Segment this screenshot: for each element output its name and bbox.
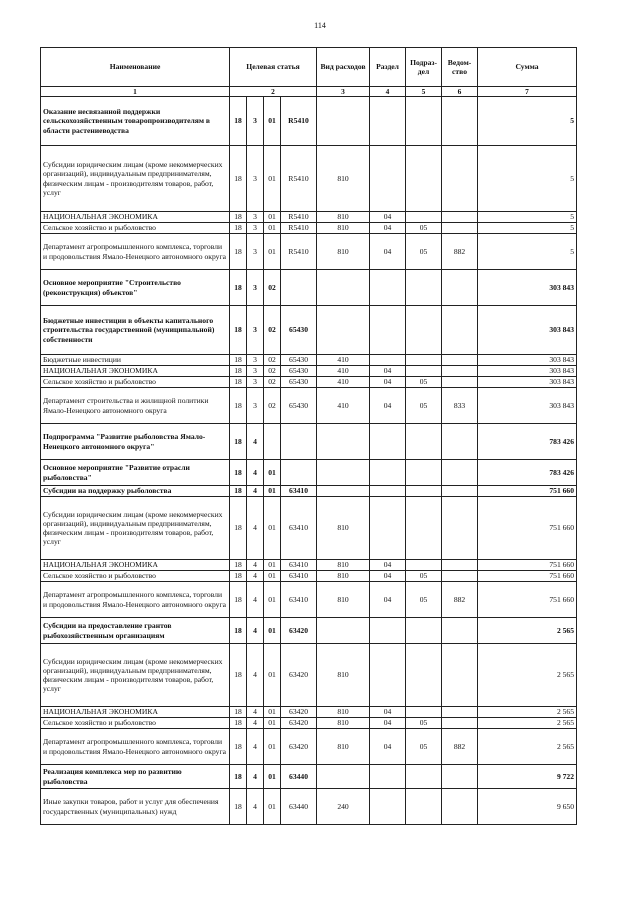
row-name: Иные закупки товаров, работ и услуг для обеспечения государственных (муниципальных) нужд (41, 789, 230, 825)
target-code-direction: 63420 (281, 618, 317, 644)
row-sum: 2 565 (478, 718, 577, 729)
table-row (41, 644, 577, 707)
target-code-direction: R5410 (281, 97, 317, 146)
subsection-code: 05 (406, 377, 442, 388)
subsection-code (406, 146, 442, 212)
subsection-code (406, 618, 442, 644)
target-code-subprogram: 4 (247, 560, 264, 571)
row-sum: 751 660 (478, 582, 577, 618)
target-code-program: 18 (230, 388, 247, 424)
expense-type (317, 424, 370, 460)
subsection-code (406, 306, 442, 355)
row-name: Субсидии юридическим лицам (кроме некоммерческих организаций), индивидуальным предпринимателям, физическим лицам - производителям товаров, работ, услуг (41, 497, 230, 560)
target-code-subprogram: 4 (247, 644, 264, 707)
target-code-program: 18 (230, 707, 247, 718)
department-code (442, 377, 478, 388)
target-code-program: 18 (230, 460, 247, 486)
section-code (370, 765, 406, 789)
target-code-direction: 63410 (281, 560, 317, 571)
table-row (41, 270, 577, 306)
table-row (41, 377, 577, 388)
table-row (41, 223, 577, 234)
target-code-program: 18 (230, 355, 247, 366)
target-code-direction: 63410 (281, 571, 317, 582)
row-sum: 783 426 (478, 460, 577, 486)
department-code (442, 789, 478, 825)
target-code-program: 18 (230, 223, 247, 234)
expense-type: 410 (317, 366, 370, 377)
row-sum: 2 565 (478, 707, 577, 718)
subsection-code: 05 (406, 388, 442, 424)
subsection-code: 05 (406, 718, 442, 729)
target-code-program: 18 (230, 560, 247, 571)
target-code-program: 18 (230, 270, 247, 306)
target-code-program: 18 (230, 582, 247, 618)
table-body (41, 97, 577, 825)
row-name: Основное мероприятие "Строительство (реконструкция) объектов" (41, 270, 230, 306)
target-code-direction: 65430 (281, 355, 317, 366)
table-row (41, 460, 577, 486)
column-number: 4 (370, 87, 406, 97)
target-code-direction: 63440 (281, 765, 317, 789)
subsection-code (406, 560, 442, 571)
section-code: 04 (370, 582, 406, 618)
header-expense: Вид расходов (317, 48, 370, 87)
table-row (41, 97, 577, 146)
target-code-measure: 01 (264, 223, 281, 234)
row-sum: 303 843 (478, 377, 577, 388)
row-name: Субсидии юридическим лицам (кроме некоммерческих организаций), индивидуальным предпринимателям, физическим лицам - производителям товаров, работ, услуг (41, 146, 230, 212)
row-name: Подпрограмма "Развитие рыболовства Ямало-Ненецкого автономного округа" (41, 424, 230, 460)
column-number: 3 (317, 87, 370, 97)
section-code (370, 644, 406, 707)
budget-table (40, 47, 577, 825)
department-code (442, 560, 478, 571)
section-code: 04 (370, 223, 406, 234)
target-code-measure: 02 (264, 306, 281, 355)
column-number: 2 (230, 87, 317, 97)
subsection-code (406, 424, 442, 460)
expense-type: 810 (317, 571, 370, 582)
expense-type (317, 97, 370, 146)
row-name: Субсидии на поддержку рыболовства (41, 486, 230, 497)
subsection-code (406, 355, 442, 366)
subsection-code (406, 97, 442, 146)
row-name: Сельское хозяйство и рыболовство (41, 223, 230, 234)
target-code-subprogram: 4 (247, 486, 264, 497)
target-code-subprogram: 3 (247, 212, 264, 223)
department-code (442, 306, 478, 355)
row-sum: 751 660 (478, 497, 577, 560)
table-row (41, 497, 577, 560)
department-code (442, 146, 478, 212)
target-code-program: 18 (230, 212, 247, 223)
target-code-subprogram: 4 (247, 718, 264, 729)
row-name: Сельское хозяйство и рыболовство (41, 377, 230, 388)
subsection-code (406, 765, 442, 789)
subsection-code: 05 (406, 729, 442, 765)
target-code-subprogram: 4 (247, 424, 264, 460)
target-code-program: 18 (230, 366, 247, 377)
target-code-subprogram: 3 (247, 355, 264, 366)
subsection-code (406, 707, 442, 718)
target-code-measure: 01 (264, 571, 281, 582)
target-code-subprogram: 3 (247, 306, 264, 355)
row-name: Бюджетные инвестиции в объекты капитального строительства государственной (муниципальной) собственности (41, 306, 230, 355)
target-code-subprogram: 3 (247, 270, 264, 306)
target-code-direction: R5410 (281, 223, 317, 234)
target-code-subprogram: 4 (247, 582, 264, 618)
row-sum: 751 660 (478, 571, 577, 582)
section-code (370, 97, 406, 146)
target-code-program: 18 (230, 718, 247, 729)
expense-type (317, 486, 370, 497)
row-name: Департамент агропромышленного комплекса, торговли и продовольствия Ямало-Ненецкого автономного округа (41, 582, 230, 618)
target-code-direction: 63420 (281, 718, 317, 729)
target-code-direction: R5410 (281, 234, 317, 270)
target-code-program: 18 (230, 729, 247, 765)
row-sum: 303 843 (478, 270, 577, 306)
table-row (41, 234, 577, 270)
section-code (370, 270, 406, 306)
section-code (370, 306, 406, 355)
column-number: 6 (442, 87, 478, 97)
department-code (442, 571, 478, 582)
department-code (442, 486, 478, 497)
department-code (442, 97, 478, 146)
subsection-code: 05 (406, 571, 442, 582)
table-row (41, 388, 577, 424)
table-row (41, 306, 577, 355)
expense-type (317, 618, 370, 644)
target-code-program: 18 (230, 306, 247, 355)
target-code-measure: 01 (264, 644, 281, 707)
row-sum: 5 (478, 212, 577, 223)
section-code (370, 460, 406, 486)
target-code-subprogram: 4 (247, 765, 264, 789)
row-name: Основное мероприятие "Развитие отрасли рыболовства" (41, 460, 230, 486)
target-code-measure: 01 (264, 460, 281, 486)
target-code-subprogram: 3 (247, 366, 264, 377)
target-code-direction: 63410 (281, 497, 317, 560)
expense-type: 410 (317, 355, 370, 366)
subsection-code (406, 644, 442, 707)
section-code: 04 (370, 234, 406, 270)
row-name: Бюджетные инвестиции (41, 355, 230, 366)
target-code-measure: 01 (264, 618, 281, 644)
department-code (442, 765, 478, 789)
table-row (41, 355, 577, 366)
expense-type: 810 (317, 146, 370, 212)
table-row (41, 765, 577, 789)
row-sum: 303 843 (478, 355, 577, 366)
row-sum: 9 650 (478, 789, 577, 825)
row-name: Сельское хозяйство и рыболовство (41, 571, 230, 582)
target-code-measure: 01 (264, 234, 281, 270)
page-number: 114 (314, 21, 326, 30)
expense-type (317, 460, 370, 486)
section-code: 04 (370, 560, 406, 571)
expense-type: 810 (317, 234, 370, 270)
table-row (41, 146, 577, 212)
department-code (442, 355, 478, 366)
table-row (41, 718, 577, 729)
row-sum: 303 843 (478, 388, 577, 424)
expense-type: 240 (317, 789, 370, 825)
table-row (41, 486, 577, 497)
subsection-code (406, 789, 442, 825)
subsection-code (406, 497, 442, 560)
row-sum: 9 722 (478, 765, 577, 789)
row-sum: 5 (478, 234, 577, 270)
header-sum: Сумма (478, 48, 577, 87)
target-code-measure: 01 (264, 146, 281, 212)
column-number: 1 (41, 87, 230, 97)
row-sum: 5 (478, 146, 577, 212)
target-code-program: 18 (230, 146, 247, 212)
target-code-direction: 65430 (281, 366, 317, 377)
table-row (41, 582, 577, 618)
section-code (370, 486, 406, 497)
section-code: 04 (370, 718, 406, 729)
header-section: Раздел (370, 48, 406, 87)
department-code: 882 (442, 729, 478, 765)
column-number-row (41, 87, 577, 97)
row-name: НАЦИОНАЛЬНАЯ ЭКОНОМИКА (41, 212, 230, 223)
target-code-program: 18 (230, 486, 247, 497)
expense-type (317, 270, 370, 306)
section-code: 04 (370, 388, 406, 424)
row-name: Департамент строительства и жилищной политики Ямало-Ненецкого автономного округа (41, 388, 230, 424)
row-name: Субсидии на предоставление грантов рыбохозяйственным организациям (41, 618, 230, 644)
target-code-direction (281, 270, 317, 306)
target-code-direction: R5410 (281, 212, 317, 223)
target-code-measure: 01 (264, 582, 281, 618)
target-code-direction: 63420 (281, 729, 317, 765)
target-code-direction: 63420 (281, 707, 317, 718)
target-code-direction: 65430 (281, 306, 317, 355)
section-code (370, 789, 406, 825)
row-name: НАЦИОНАЛЬНАЯ ЭКОНОМИКА (41, 560, 230, 571)
header-subsection: Подраз-дел (406, 48, 442, 87)
target-code-program: 18 (230, 97, 247, 146)
target-code-subprogram: 3 (247, 377, 264, 388)
department-code (442, 644, 478, 707)
target-code-subprogram: 4 (247, 618, 264, 644)
row-name: Департамент агропромышленного комплекса, торговли и продовольствия Ямало-Ненецкого автономного округа (41, 729, 230, 765)
row-sum: 2 565 (478, 644, 577, 707)
target-code-subprogram: 3 (247, 97, 264, 146)
target-code-direction: 65430 (281, 388, 317, 424)
row-name: НАЦИОНАЛЬНАЯ ЭКОНОМИКА (41, 366, 230, 377)
column-number: 5 (406, 87, 442, 97)
section-code: 04 (370, 729, 406, 765)
target-code-subprogram: 4 (247, 729, 264, 765)
column-number: 7 (478, 87, 577, 97)
row-name: Оказание несвязанной поддержки сельскохозяйственным товаропроизводителям в области растениеводства (41, 97, 230, 146)
section-code (370, 618, 406, 644)
target-code-program: 18 (230, 765, 247, 789)
table-row (41, 571, 577, 582)
section-code: 04 (370, 571, 406, 582)
target-code-program: 18 (230, 789, 247, 825)
row-sum: 5 (478, 97, 577, 146)
header-department: Ведом-ство (442, 48, 478, 87)
department-code (442, 718, 478, 729)
target-code-subprogram: 4 (247, 571, 264, 582)
target-code-program: 18 (230, 618, 247, 644)
target-code-program: 18 (230, 424, 247, 460)
expense-type: 810 (317, 718, 370, 729)
target-code-measure: 01 (264, 486, 281, 497)
row-sum: 303 843 (478, 306, 577, 355)
target-code-direction: 63410 (281, 486, 317, 497)
target-code-measure: 01 (264, 212, 281, 223)
target-code-measure: 02 (264, 270, 281, 306)
department-code (442, 424, 478, 460)
target-code-direction (281, 460, 317, 486)
target-code-program: 18 (230, 644, 247, 707)
target-code-measure: 01 (264, 789, 281, 825)
target-code-measure: 01 (264, 97, 281, 146)
target-code-subprogram: 4 (247, 497, 264, 560)
expense-type: 810 (317, 729, 370, 765)
target-code-measure: 01 (264, 729, 281, 765)
target-code-direction: 63440 (281, 789, 317, 825)
table-row (41, 212, 577, 223)
row-name: НАЦИОНАЛЬНАЯ ЭКОНОМИКА (41, 707, 230, 718)
table-row (41, 560, 577, 571)
target-code-subprogram: 3 (247, 388, 264, 424)
target-code-measure: 02 (264, 366, 281, 377)
target-code-measure: 01 (264, 560, 281, 571)
expense-type: 810 (317, 644, 370, 707)
table-row (41, 424, 577, 460)
expense-type (317, 306, 370, 355)
department-code: 882 (442, 234, 478, 270)
expense-type: 810 (317, 707, 370, 718)
row-name: Сельское хозяйство и рыболовство (41, 718, 230, 729)
section-code: 04 (370, 366, 406, 377)
target-code-direction: 63410 (281, 582, 317, 618)
target-code-measure: 01 (264, 497, 281, 560)
section-code (370, 424, 406, 460)
table-row (41, 707, 577, 718)
header-name: Наименование (41, 48, 230, 87)
section-code: 04 (370, 377, 406, 388)
target-code-program: 18 (230, 497, 247, 560)
department-code: 882 (442, 582, 478, 618)
section-code (370, 355, 406, 366)
table-header-row (41, 48, 577, 87)
target-code-measure (264, 424, 281, 460)
section-code (370, 146, 406, 212)
target-code-program: 18 (230, 571, 247, 582)
expense-type: 810 (317, 212, 370, 223)
expense-type: 410 (317, 388, 370, 424)
row-name: Субсидии юридическим лицам (кроме некоммерческих организаций), индивидуальным предпринимателям, физическим лицам - производителям товаров, работ, услуг (41, 644, 230, 707)
subsection-code (406, 212, 442, 223)
target-code-direction: 63420 (281, 644, 317, 707)
section-code: 04 (370, 212, 406, 223)
subsection-code (406, 270, 442, 306)
expense-type: 810 (317, 223, 370, 234)
header-target: Целевая статья (230, 48, 317, 87)
section-code (370, 497, 406, 560)
row-sum: 751 660 (478, 486, 577, 497)
row-sum: 751 660 (478, 560, 577, 571)
row-name: Департамент агропромышленного комплекса, торговли и продовольствия Ямало-Ненецкого автономного округа (41, 234, 230, 270)
target-code-measure: 01 (264, 718, 281, 729)
subsection-code: 05 (406, 582, 442, 618)
target-code-direction (281, 424, 317, 460)
target-code-subprogram: 3 (247, 234, 264, 270)
table-row (41, 618, 577, 644)
subsection-code: 05 (406, 234, 442, 270)
target-code-measure: 02 (264, 377, 281, 388)
department-code (442, 707, 478, 718)
target-code-subprogram: 4 (247, 460, 264, 486)
target-code-measure: 01 (264, 707, 281, 718)
row-name: Реализация комплекса мер по развитию рыболовства (41, 765, 230, 789)
subsection-code: 05 (406, 223, 442, 234)
department-code (442, 212, 478, 223)
row-sum: 2 565 (478, 618, 577, 644)
target-code-direction: R5410 (281, 146, 317, 212)
department-code (442, 366, 478, 377)
expense-type: 410 (317, 377, 370, 388)
expense-type: 810 (317, 497, 370, 560)
expense-type: 810 (317, 560, 370, 571)
department-code (442, 270, 478, 306)
department-code (442, 618, 478, 644)
target-code-subprogram: 4 (247, 707, 264, 718)
target-code-program: 18 (230, 234, 247, 270)
department-code (442, 223, 478, 234)
row-sum: 5 (478, 223, 577, 234)
table-row (41, 729, 577, 765)
table-row (41, 789, 577, 825)
section-code: 04 (370, 707, 406, 718)
row-sum: 783 426 (478, 424, 577, 460)
target-code-measure: 02 (264, 355, 281, 366)
target-code-measure: 01 (264, 765, 281, 789)
target-code-subprogram: 3 (247, 223, 264, 234)
department-code (442, 497, 478, 560)
department-code (442, 460, 478, 486)
target-code-measure: 02 (264, 388, 281, 424)
expense-type (317, 765, 370, 789)
row-sum: 303 843 (478, 366, 577, 377)
target-code-program: 18 (230, 377, 247, 388)
target-code-subprogram: 4 (247, 789, 264, 825)
target-code-subprogram: 3 (247, 146, 264, 212)
row-sum: 2 565 (478, 729, 577, 765)
department-code: 833 (442, 388, 478, 424)
expense-type: 810 (317, 582, 370, 618)
subsection-code (406, 486, 442, 497)
subsection-code (406, 366, 442, 377)
table-row (41, 366, 577, 377)
target-code-direction: 65430 (281, 377, 317, 388)
subsection-code (406, 460, 442, 486)
